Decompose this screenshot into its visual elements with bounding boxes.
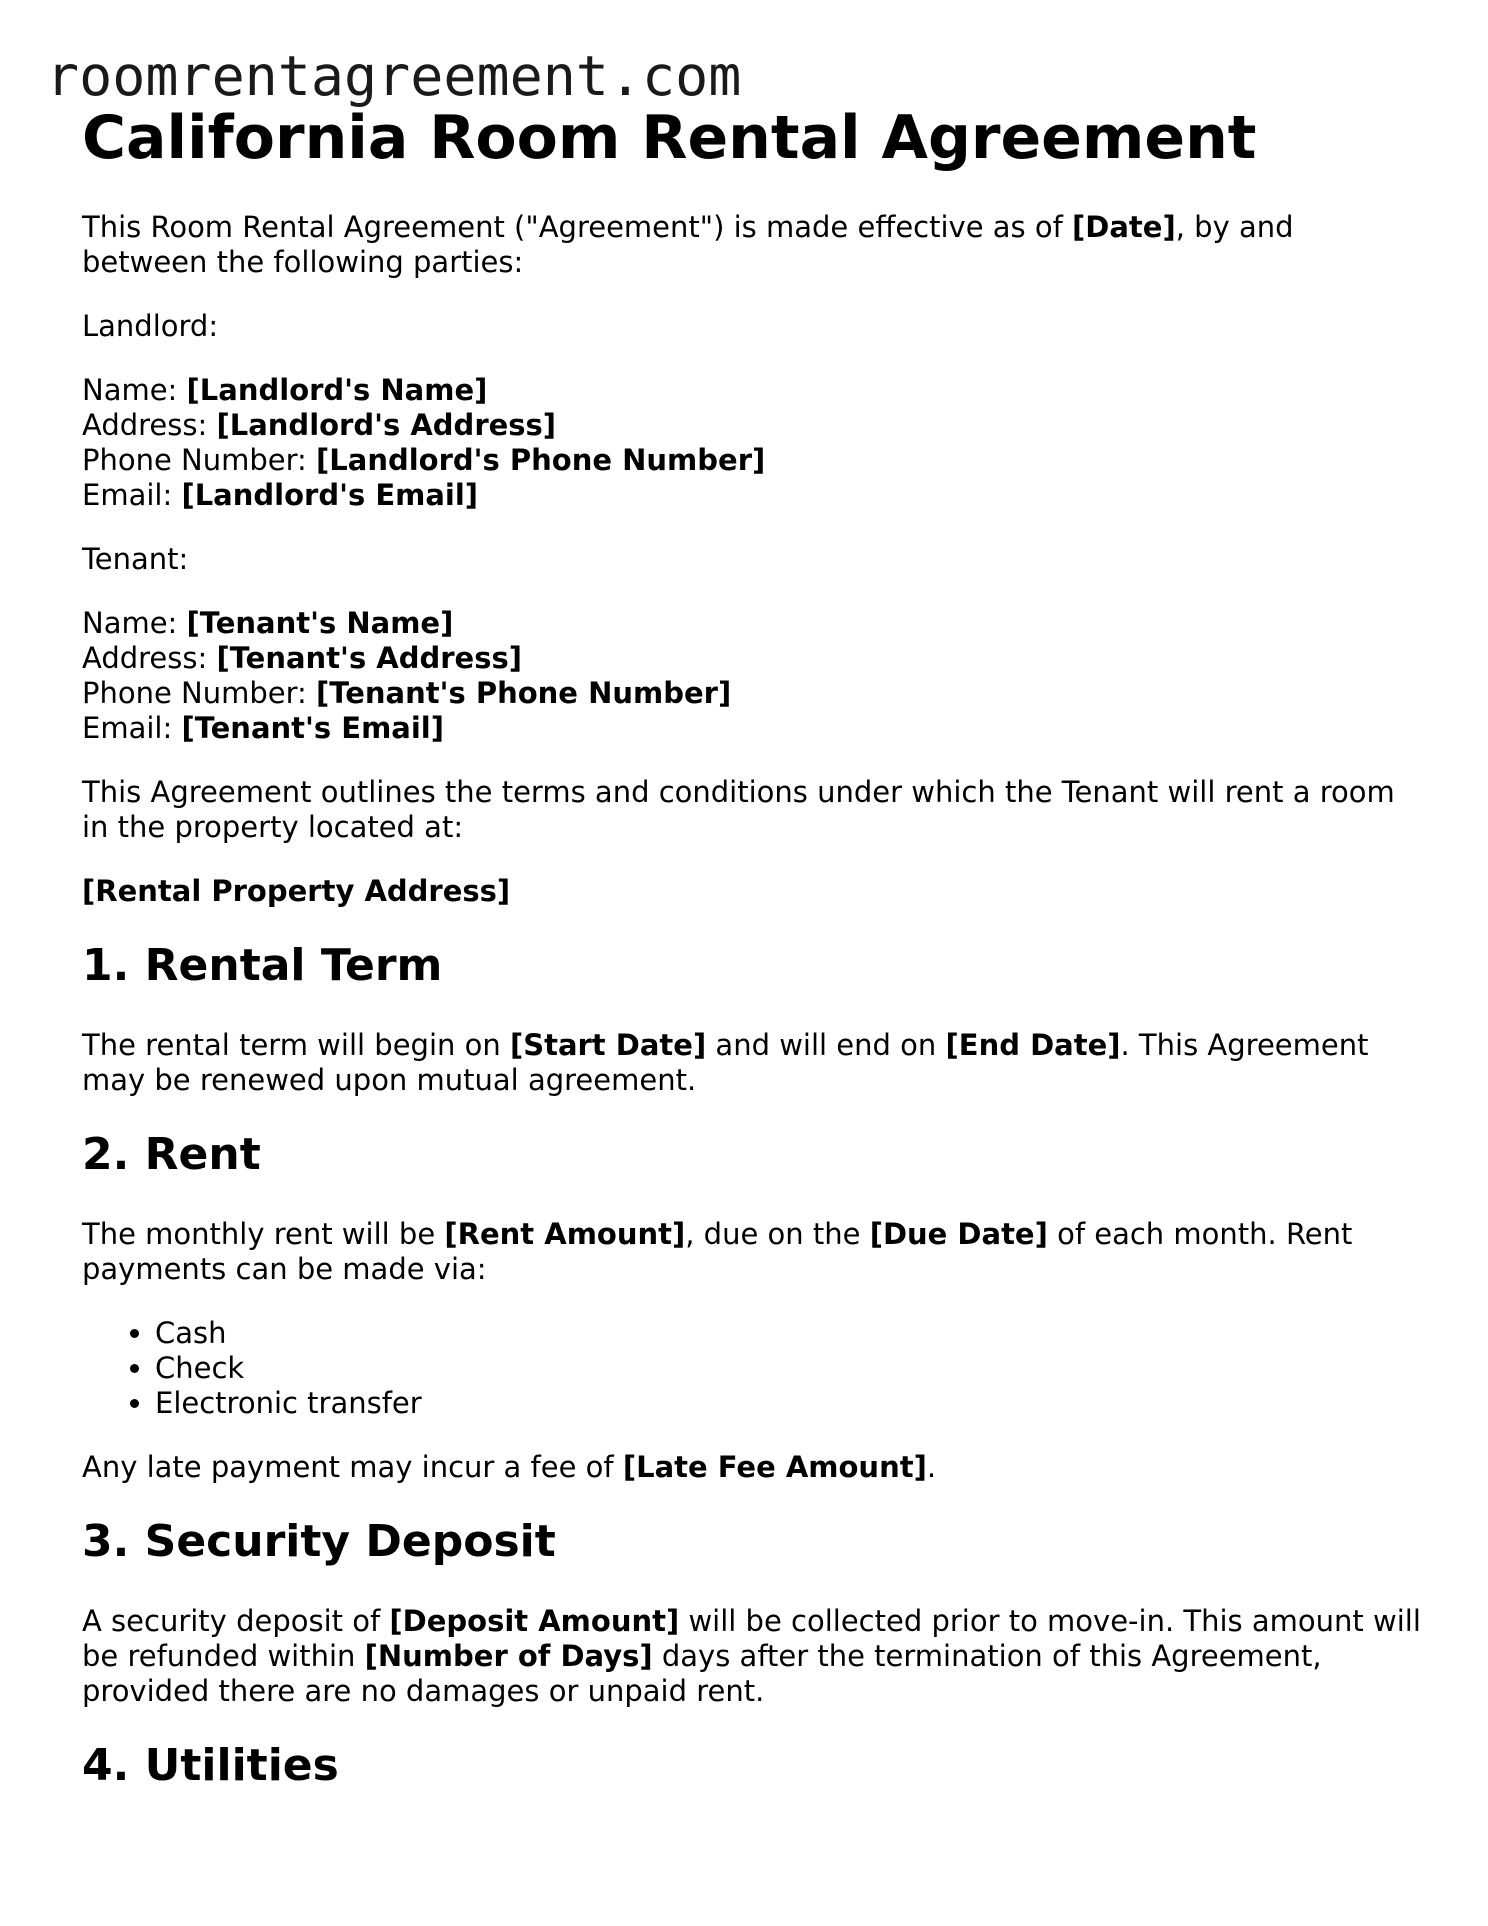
tenant-name-line [82,606,1422,641]
tenant-address-label: Address: [82,641,217,675]
payment-methods-list [82,1316,1422,1421]
outline-paragraph: This Agreement outlines the terms and conditions under which the Tenant will rent a room in the property located at: [82,775,1395,844]
late-fee-text-end: . [926,1450,937,1484]
deposit-text-mid: will be collected prior to move-in. This amount will be refunded within [82,1604,1421,1673]
tenant-phone-line [82,676,1422,711]
deposit-amount: [Deposit Amount] [389,1604,680,1638]
security-deposit-paragraph [82,1604,1422,1709]
rent-amount: [Rent Amount] [444,1217,686,1251]
section-utilities-heading: 4. Utilities [82,1740,339,1791]
rental-term-text-end: . This Agreement may be renewed upon mutual agreement. [82,1028,1369,1097]
landlord-address: [Landlord's Address] [216,408,557,442]
late-fee-text: Any late payment may incur a fee of [82,1450,623,1484]
start-date: [Start Date] [509,1028,707,1062]
document-title: California Room Rental Agreement [82,103,1257,173]
tenant-email: [Tenant's Email] [181,711,444,745]
rent-text-mid: , due on the [685,1217,870,1251]
deposit-text-end: days after the termination of this Agreement, provided there are no damages or unpaid rent. [82,1639,1322,1708]
rental-term-text: The rental term will begin on [82,1028,510,1062]
document-page [82,100,1422,1828]
tenant-name: [Tenant's Name] [186,606,454,640]
landlord-name-line [82,373,1422,408]
landlord-address-line [82,408,1422,443]
landlord-address-label: Address: [82,408,217,442]
landlord-name: [Landlord's Name] [186,373,488,407]
deposit-text: A security deposit of [82,1604,390,1638]
landlord-name-label: Name: [82,373,187,407]
property-address-paragraph [82,874,1422,909]
section-rent-heading: 2. Rent [82,1129,261,1180]
watermark: roomrentagreement.com [46,44,742,108]
section-rental-term-heading: 1. Rental Term [82,940,443,991]
end-date: [End Date] [945,1028,1121,1062]
landlord-phone-label: Phone Number: [82,443,317,477]
rental-term-text-mid: and will end on [706,1028,946,1062]
tenant-email-line [82,711,1422,746]
landlord-email-label: Email: [82,478,182,512]
landlord-heading: Landlord: [82,309,219,343]
rent-paragraph [82,1217,1422,1287]
section-security-deposit-heading: 3. Security Deposit [82,1516,556,1567]
rental-property-address: [Rental Property Address] [82,874,511,908]
list-item: • Electronic transfer [155,1386,1422,1421]
landlord-phone: [Landlord's Phone Number] [316,443,766,477]
tenant-address-line [82,641,1422,676]
list-item: • Cash [155,1316,1422,1351]
landlord-phone-line [82,443,1422,478]
refund-days: [Number of Days] [364,1639,653,1673]
landlord-details [82,373,1422,513]
list-item: • Check [155,1351,1422,1386]
due-date: [Due Date] [869,1217,1048,1251]
tenant-phone: [Tenant's Phone Number] [316,676,732,710]
rent-text-end: of each month. Rent payments can be made via: [82,1217,1353,1286]
rental-term-paragraph [82,1028,1422,1098]
intro-text-end: , by and between the following parties: [82,210,1294,279]
tenant-phone-label: Phone Number: [82,676,317,710]
intro-text: This Room Rental Agreement ("Agreement") is made effective as of [82,210,1073,244]
landlord-email-line [82,478,1422,513]
intro-paragraph [82,210,1422,280]
effective-date: [Date] [1072,210,1176,244]
late-fee-amount: [Late Fee Amount] [622,1450,927,1484]
tenant-details [82,606,1422,746]
late-fee-paragraph [82,1450,1422,1485]
tenant-name-label: Name: [82,606,187,640]
tenant-heading: Tenant: [82,542,189,576]
tenant-email-label: Email: [82,711,182,745]
rent-text: The monthly rent will be [82,1217,445,1251]
landlord-email: [Landlord's Email] [181,478,479,512]
tenant-address: [Tenant's Address] [216,641,523,675]
